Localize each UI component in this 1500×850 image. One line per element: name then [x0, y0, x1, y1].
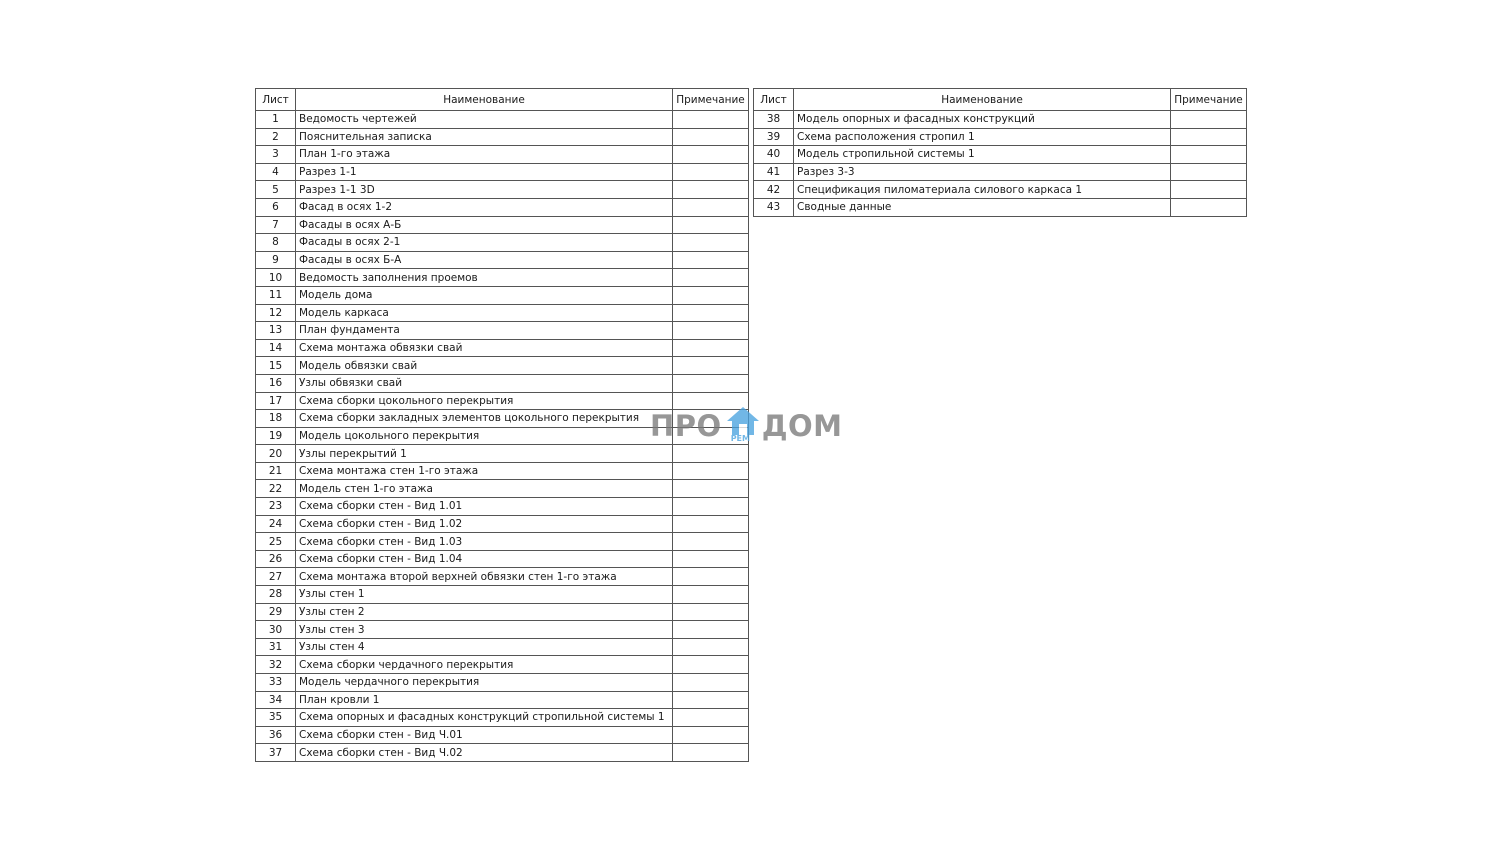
- sheet-note-cell: [673, 586, 749, 604]
- table-row: [256, 322, 749, 340]
- sheet-number-cell: 42: [754, 181, 794, 199]
- sheet-note-cell: [673, 533, 749, 551]
- table-row: [754, 128, 1247, 146]
- sheet-number-cell: 14: [256, 339, 296, 357]
- sheet-note-cell: [673, 339, 749, 357]
- sheet-name-cell: Спецификация пиломатериала силового каркаса 1: [794, 181, 1171, 199]
- sheet-number-cell: 4: [256, 163, 296, 181]
- header-sheet: Лист: [754, 89, 794, 111]
- sheet-note-cell: [673, 744, 749, 762]
- sheet-number-cell: 6: [256, 198, 296, 216]
- sheet-number-cell: 12: [256, 304, 296, 322]
- sheet-name-cell: Схема монтажа обвязки свай: [296, 339, 673, 357]
- sheet-note-cell: [1171, 146, 1247, 164]
- sheet-name-cell: Модель каркаса: [296, 304, 673, 322]
- sheet-name-cell: Схема сборки стен - Вид Ч.01: [296, 726, 673, 744]
- sheet-name-cell: Схема сборки стен - Вид 1.03: [296, 533, 673, 551]
- table-row: [256, 726, 749, 744]
- sheet-note-cell: [1171, 181, 1247, 199]
- sheet-number-cell: 25: [256, 533, 296, 551]
- sheet-note-cell: [673, 603, 749, 621]
- table-row: [256, 216, 749, 234]
- sheet-name-cell: Модель цокольного перекрытия: [296, 427, 673, 445]
- table-row: [256, 586, 749, 604]
- sheet-number-cell: 43: [754, 198, 794, 216]
- table-row: [256, 128, 749, 146]
- table-row: [256, 234, 749, 252]
- sheet-note-cell: [673, 498, 749, 516]
- sheet-note-cell: [673, 656, 749, 674]
- sheet-note-cell: [673, 357, 749, 375]
- sheet-note-cell: [673, 198, 749, 216]
- sheet-number-cell: 8: [256, 234, 296, 252]
- sheet-note-cell: [673, 709, 749, 727]
- table-row: [754, 163, 1247, 181]
- sheet-name-cell: Разрез 3-3: [794, 163, 1171, 181]
- table-row: [256, 269, 749, 287]
- sheet-number-cell: 20: [256, 445, 296, 463]
- sheet-number-cell: 1: [256, 111, 296, 129]
- table-row: [256, 304, 749, 322]
- header-note: Примечание: [1171, 89, 1247, 111]
- table-row: [256, 163, 749, 181]
- house-icon: [726, 406, 760, 446]
- sheet-name-cell: Фасады в осях Б-А: [296, 251, 673, 269]
- sheet-note-cell: [673, 480, 749, 498]
- sheet-name-cell: План кровли 1: [296, 691, 673, 709]
- sheet-number-cell: 24: [256, 515, 296, 533]
- drawings-list-table-right: [753, 88, 1247, 217]
- sheet-number-cell: 23: [256, 498, 296, 516]
- sheet-name-cell: Узлы стен 4: [296, 638, 673, 656]
- sheet-name-cell: Схема монтажа стен 1-го этажа: [296, 462, 673, 480]
- sheet-name-cell: Модель обвязки свай: [296, 357, 673, 375]
- sheet-note-cell: [673, 674, 749, 692]
- sheet-name-cell: Модель чердачного перекрытия: [296, 674, 673, 692]
- sheet-note-cell: [673, 515, 749, 533]
- sheet-name-cell: Схема сборки цокольного перекрытия: [296, 392, 673, 410]
- table-row: [256, 357, 749, 375]
- table-header-row: [256, 89, 749, 111]
- sheet-note-cell: [673, 216, 749, 234]
- sheet-number-cell: 35: [256, 709, 296, 727]
- sheet-name-cell: Модель стропильной системы 1: [794, 146, 1171, 164]
- sheet-name-cell: Пояснительная записка: [296, 128, 673, 146]
- sheet-name-cell: Схема расположения стропил 1: [794, 128, 1171, 146]
- sheet-name-cell: Узлы стен 1: [296, 586, 673, 604]
- sheet-number-cell: 27: [256, 568, 296, 586]
- sheet-note-cell: [673, 251, 749, 269]
- table-row: [256, 480, 749, 498]
- sheet-number-cell: 31: [256, 638, 296, 656]
- sheet-number-cell: 30: [256, 621, 296, 639]
- table-row: [256, 550, 749, 568]
- sheet-number-cell: 29: [256, 603, 296, 621]
- header-name: Наименование: [296, 89, 673, 111]
- table-header-row: [754, 89, 1247, 111]
- sheet-note-cell: [673, 128, 749, 146]
- sheet-name-cell: Схема сборки стен - Вид Ч.02: [296, 744, 673, 762]
- sheet-note-cell: [673, 163, 749, 181]
- table-row: [256, 198, 749, 216]
- sheet-name-cell: Схема монтажа второй верхней обвязки стен 1-го этажа: [296, 568, 673, 586]
- sheet-note-cell: [673, 638, 749, 656]
- table-row: [256, 709, 749, 727]
- sheet-name-cell: Схема сборки чердачного перекрытия: [296, 656, 673, 674]
- table-row: [256, 462, 749, 480]
- sheet-number-cell: 37: [256, 744, 296, 762]
- sheet-name-cell: Фасад в осях 1-2: [296, 198, 673, 216]
- table-row: [256, 445, 749, 463]
- sheet-note-cell: [673, 726, 749, 744]
- sheet-number-cell: 26: [256, 550, 296, 568]
- table-row: [256, 515, 749, 533]
- sheet-name-cell: Сводные данные: [794, 198, 1171, 216]
- watermark-text-left: ПРО: [650, 409, 722, 443]
- sheet-name-cell: Схема сборки закладных элементов цокольного перекрытия: [296, 410, 673, 428]
- sheet-number-cell: 36: [256, 726, 296, 744]
- sheet-number-cell: 3: [256, 146, 296, 164]
- sheet-note-cell: [673, 146, 749, 164]
- sheet-name-cell: Фасады в осях 2-1: [296, 234, 673, 252]
- sheet-note-cell: [673, 111, 749, 129]
- sheet-note-cell: [673, 621, 749, 639]
- sheet-number-cell: 32: [256, 656, 296, 674]
- sheet-note-cell: [673, 691, 749, 709]
- table-row: [256, 251, 749, 269]
- sheet-name-cell: Модель дома: [296, 286, 673, 304]
- sheet-name-cell: Разрез 1-1 3D: [296, 181, 673, 199]
- table-row: [256, 339, 749, 357]
- table-row: [256, 111, 749, 129]
- header-name: Наименование: [794, 89, 1171, 111]
- sheet-note-cell: [673, 269, 749, 287]
- sheet-name-cell: Ведомость заполнения проемов: [296, 269, 673, 287]
- sheet-number-cell: 15: [256, 357, 296, 375]
- sheet-note-cell: [673, 234, 749, 252]
- table-row: [256, 374, 749, 392]
- table-body-right: [754, 111, 1247, 217]
- table-row: [256, 568, 749, 586]
- sheet-name-cell: Схема сборки стен - Вид 1.02: [296, 515, 673, 533]
- sheet-number-cell: 18: [256, 410, 296, 428]
- sheet-name-cell: Фасады в осях А-Б: [296, 216, 673, 234]
- sheet-number-cell: 22: [256, 480, 296, 498]
- sheet-number-cell: 13: [256, 322, 296, 340]
- sheet-number-cell: 7: [256, 216, 296, 234]
- sheet-number-cell: 17: [256, 392, 296, 410]
- table-row: [256, 286, 749, 304]
- sheet-number-cell: 41: [754, 163, 794, 181]
- sheet-note-cell: [673, 304, 749, 322]
- header-note: Примечание: [673, 89, 749, 111]
- sheet-name-cell: Разрез 1-1: [296, 163, 673, 181]
- sheet-number-cell: 2: [256, 128, 296, 146]
- sheet-number-cell: 5: [256, 181, 296, 199]
- sheet-number-cell: 34: [256, 691, 296, 709]
- sheet-name-cell: Схема сборки стен - Вид 1.01: [296, 498, 673, 516]
- header-sheet: Лист: [256, 89, 296, 111]
- sheet-note-cell: [673, 568, 749, 586]
- sheet-name-cell: Схема сборки стен - Вид 1.04: [296, 550, 673, 568]
- table-row: [754, 181, 1247, 199]
- sheet-name-cell: Узлы перекрытий 1: [296, 445, 673, 463]
- sheet-number-cell: 40: [754, 146, 794, 164]
- table-row: [754, 198, 1247, 216]
- sheet-note-cell: [1171, 163, 1247, 181]
- sheet-name-cell: Узлы обвязки свай: [296, 374, 673, 392]
- table-row: [256, 621, 749, 639]
- sheet-note-cell: [673, 550, 749, 568]
- sheet-number-cell: 9: [256, 251, 296, 269]
- sheet-note-cell: [673, 462, 749, 480]
- sheet-number-cell: 28: [256, 586, 296, 604]
- table-row: [256, 656, 749, 674]
- table-row: [256, 603, 749, 621]
- sheet-note-cell: [673, 181, 749, 199]
- sheet-name-cell: План фундамента: [296, 322, 673, 340]
- sheet-note-cell: [1171, 128, 1247, 146]
- table-row: [754, 146, 1247, 164]
- sheet-name-cell: Модель опорных и фасадных конструкций: [794, 111, 1171, 129]
- watermark-logo: [650, 405, 850, 447]
- sheet-note-cell: [1171, 198, 1247, 216]
- table-row: [256, 498, 749, 516]
- table-row: [256, 638, 749, 656]
- sheet-name-cell: Модель стен 1-го этажа: [296, 480, 673, 498]
- sheet-number-cell: 10: [256, 269, 296, 287]
- table-row: [256, 674, 749, 692]
- table-row: [256, 181, 749, 199]
- table-row: [754, 111, 1247, 129]
- sheet-number-cell: 11: [256, 286, 296, 304]
- sheet-name-cell: Схема опорных и фасадных конструкций стропильной системы 1: [296, 709, 673, 727]
- table-row: [256, 744, 749, 762]
- table-row: [256, 533, 749, 551]
- sheet-name-cell: Узлы стен 3: [296, 621, 673, 639]
- sheet-number-cell: 19: [256, 427, 296, 445]
- watermark-subtext: РЕМ: [730, 434, 750, 443]
- sheet-name-cell: План 1-го этажа: [296, 146, 673, 164]
- sheet-number-cell: 21: [256, 462, 296, 480]
- table-row: [256, 146, 749, 164]
- sheet-number-cell: 16: [256, 374, 296, 392]
- sheet-name-cell: Ведомость чертежей: [296, 111, 673, 129]
- table-row: [256, 691, 749, 709]
- sheet-note-cell: [673, 374, 749, 392]
- sheet-note-cell: [1171, 111, 1247, 129]
- sheet-note-cell: [673, 445, 749, 463]
- sheet-name-cell: Узлы стен 2: [296, 603, 673, 621]
- sheet-number-cell: 38: [754, 111, 794, 129]
- sheet-note-cell: [673, 286, 749, 304]
- watermark-text-right: ДОМ: [761, 409, 843, 443]
- sheet-number-cell: 39: [754, 128, 794, 146]
- sheet-number-cell: 33: [256, 674, 296, 692]
- sheet-note-cell: [673, 322, 749, 340]
